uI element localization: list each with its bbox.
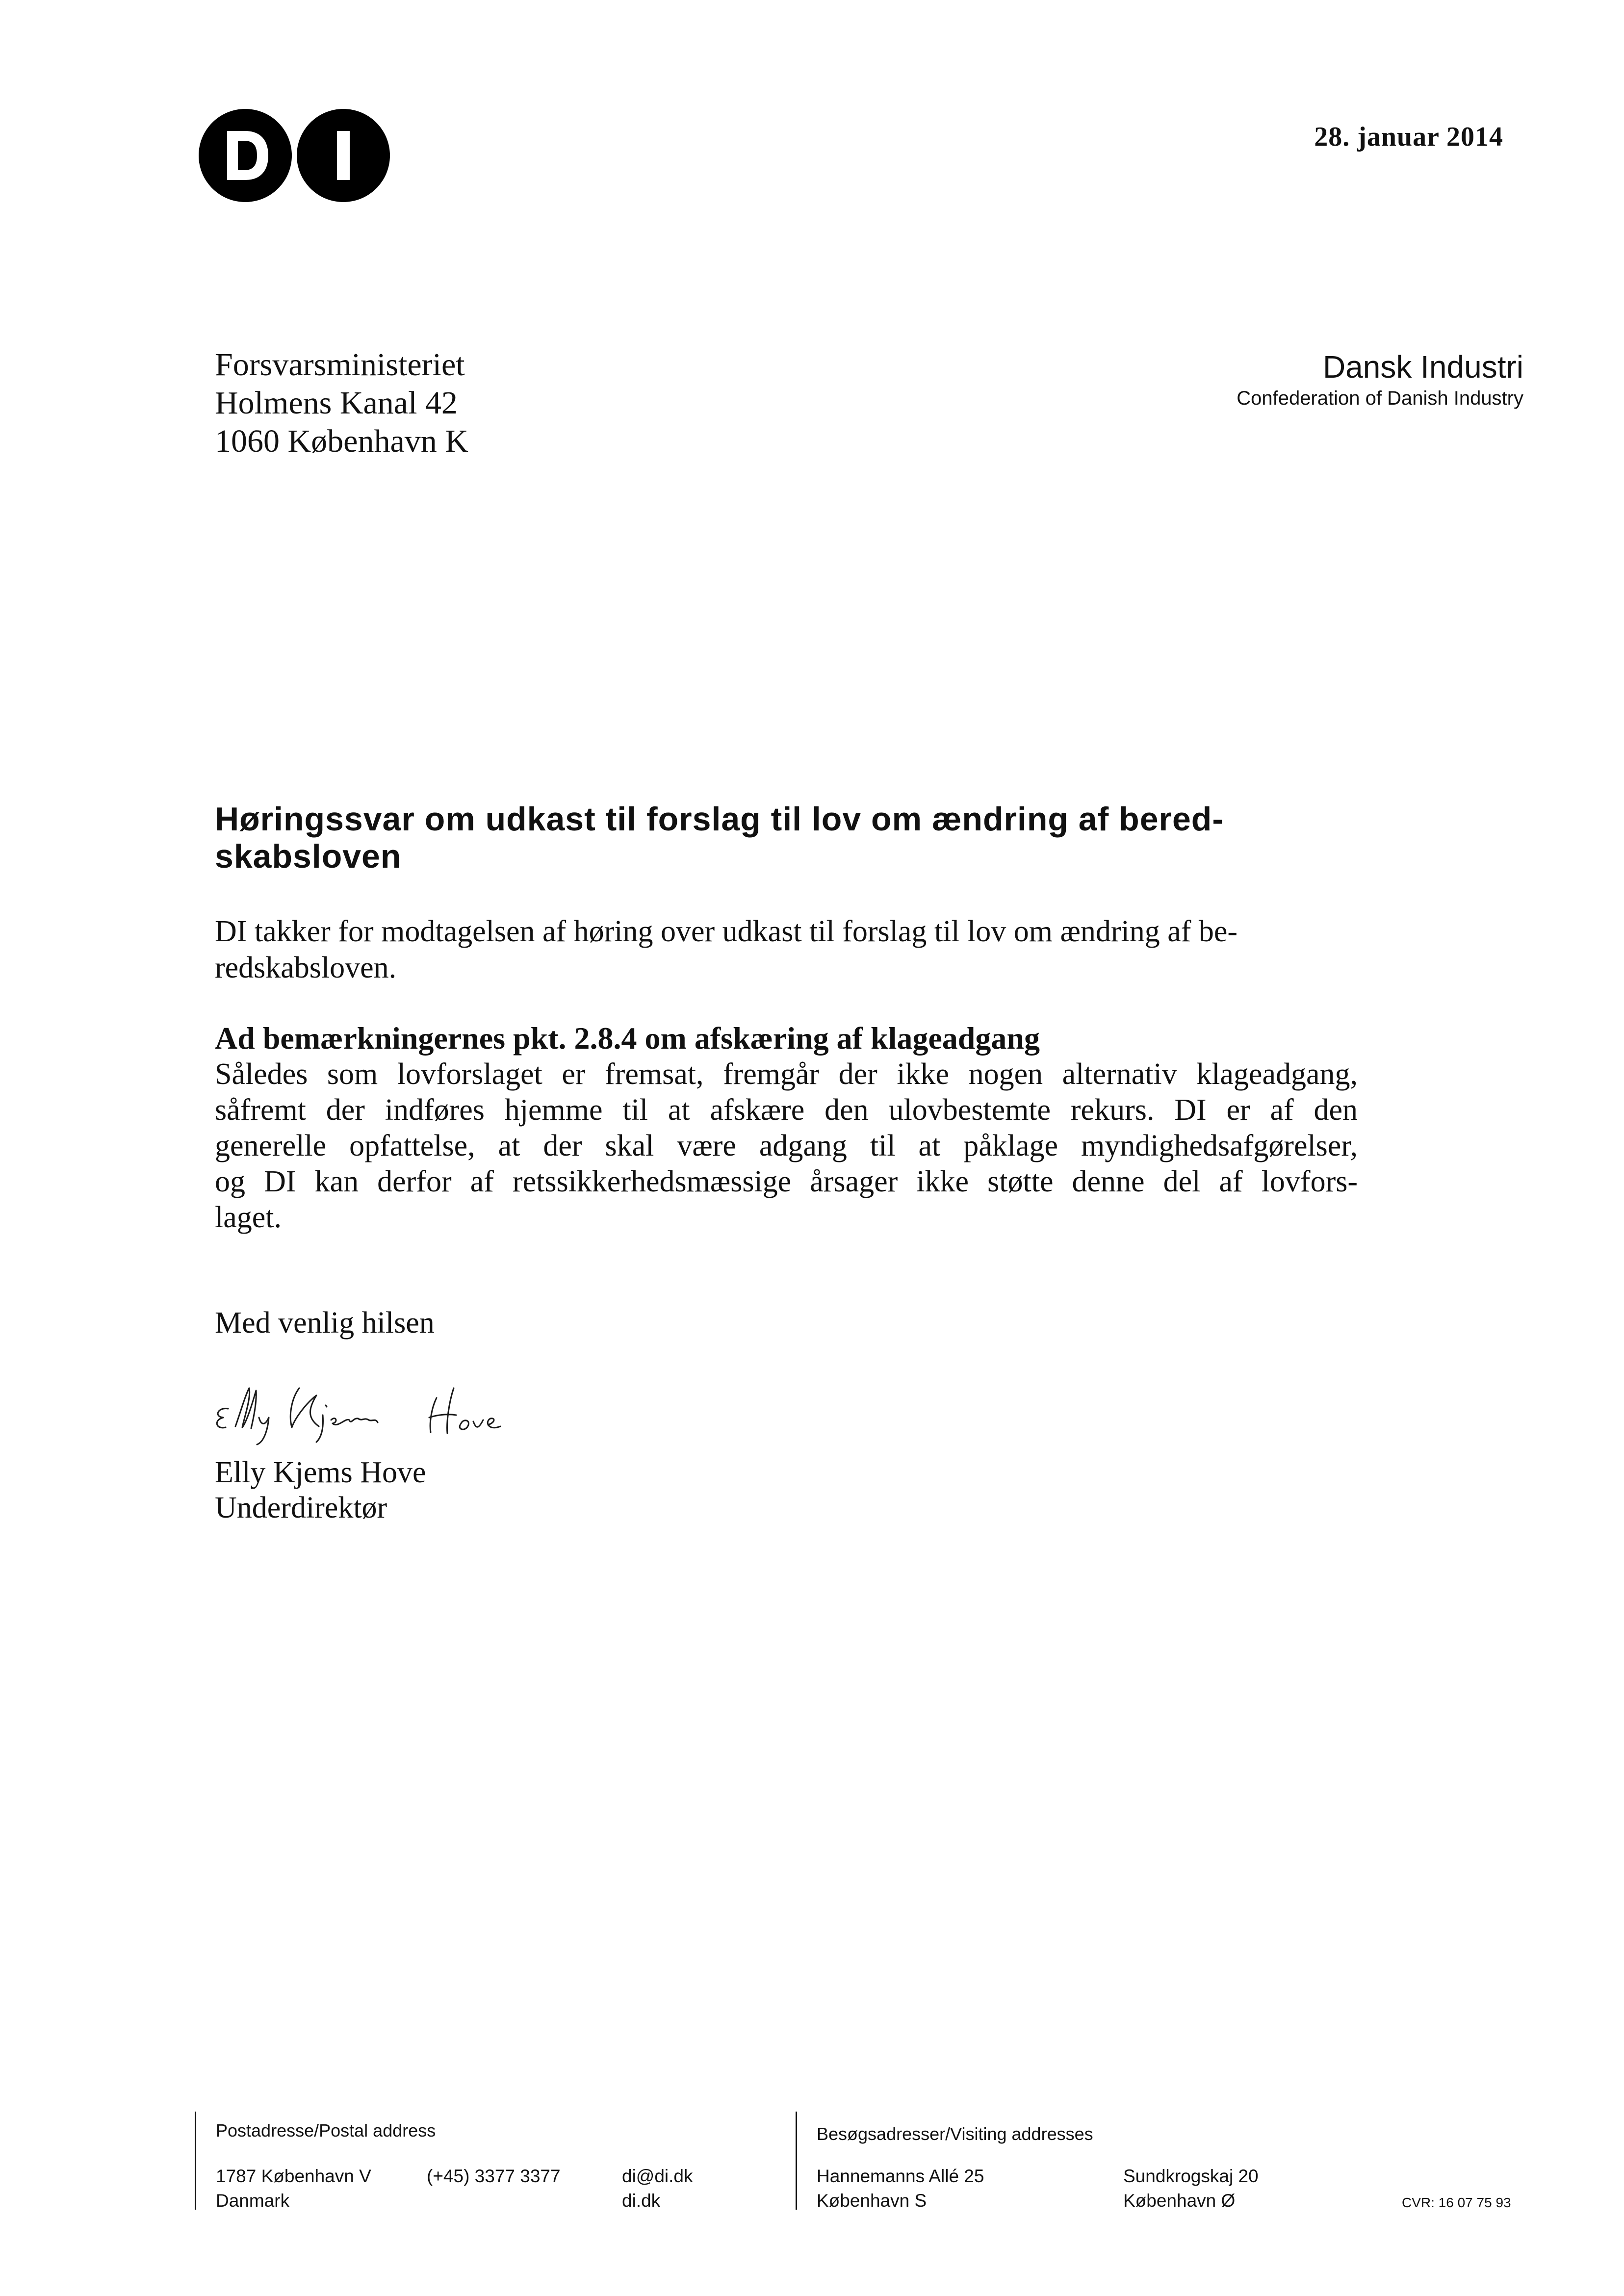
footer-contact	[622, 2164, 693, 2213]
section-line: laget.	[215, 1201, 282, 1234]
footer-postal-address	[216, 2164, 371, 2213]
handwritten-signature	[206, 1368, 559, 1447]
logo-i-circle	[297, 109, 390, 202]
recipient-line: Forsvarsministeriet	[215, 347, 465, 383]
signer-title: Underdirektør	[215, 1491, 387, 1524]
recipient-line: Holmens Kanal 42	[215, 385, 458, 421]
footer-email[interactable]: di@di.dk	[622, 2166, 693, 2186]
section-line: og DI kan derfor af retssikkerhedsmæssige årsager ikke støtte denne del af lovfors-	[215, 1165, 1358, 1198]
heading-line: Høringssvar om udkast til forslag til lov om ændring af bered-	[215, 800, 1224, 838]
recipient-line: 1060 København K	[215, 423, 468, 459]
section-title: Ad bemærkningernes pkt. 2.8.4 om afskæring af klageadgang	[215, 1021, 1040, 1056]
sender-subtitle: Confederation of Danish Industry	[1237, 387, 1523, 409]
footer-visiting-line: Hannemanns Allé 25	[817, 2166, 984, 2186]
signer-block	[215, 1455, 426, 1525]
letter-date: 28. januar 2014	[1314, 122, 1503, 152]
footer-visiting-address-2	[1123, 2164, 1259, 2213]
footer-postal-line: Danmark	[216, 2191, 290, 2211]
recipient-address	[215, 346, 468, 461]
footer-phone: (+45) 3377 3377	[427, 2166, 561, 2186]
intro-line: redskabsloven.	[215, 951, 397, 984]
closing-greeting: Med venlig hilsen	[215, 1306, 435, 1340]
sender-name: Dansk Industri	[1322, 349, 1523, 385]
footer-visiting-line: København S	[817, 2191, 927, 2211]
section-line: såfremt der indføres hjemme til at afskære den ulovbestemte rekurs. DI er af den	[215, 1093, 1358, 1127]
footer-postal-heading: Postadresse/Postal address	[216, 2120, 436, 2141]
signer-name: Elly Kjems Hove	[215, 1456, 426, 1489]
section-line: Således som lovforslaget er fremsat, fremgår der ikke nogen alternativ klageadgang,	[215, 1058, 1358, 1091]
section-line: generelle opfattelse, at der skal være adgang til at påklage myndighedsafgørelser,	[215, 1129, 1358, 1162]
intro-line: DI takker for modtagelsen af høring over udkast til forslag til lov om ændring af be-	[215, 915, 1238, 948]
section-body	[215, 1057, 1358, 1236]
letter-heading	[215, 800, 1358, 875]
footer-visiting-heading: Besøgsadresser/Visiting addresses	[817, 2124, 1093, 2144]
footer-postal-line: 1787 København V	[216, 2166, 371, 2186]
sender-block	[1237, 348, 1523, 411]
logo-i-glyph	[297, 109, 390, 202]
footer-visiting-address-1	[817, 2164, 984, 2213]
footer-divider-right	[796, 2112, 797, 2210]
footer-web[interactable]: di.dk	[622, 2191, 661, 2211]
logo-d-glyph	[199, 109, 292, 202]
heading-line: skabsloven	[215, 838, 402, 875]
footer-visiting-line: Sundkrogskaj 20	[1123, 2166, 1259, 2186]
footer-cvr: CVR: 16 07 75 93	[1402, 2195, 1511, 2210]
footer-visiting-line: København Ø	[1123, 2191, 1236, 2211]
footer-divider-left	[195, 2112, 196, 2210]
logo-d-circle	[199, 109, 292, 202]
intro-paragraph	[215, 913, 1358, 986]
di-logo	[199, 109, 390, 202]
